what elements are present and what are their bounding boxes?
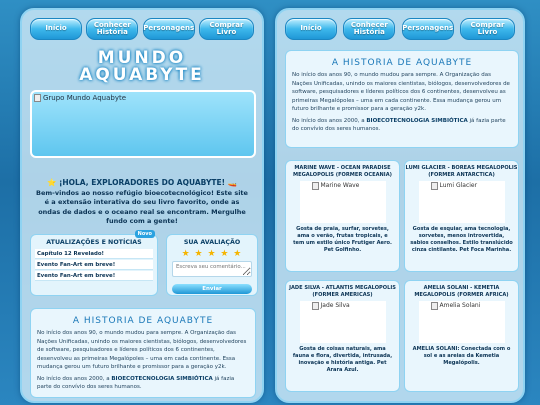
character-description: AMELIA SOLANI: Conectada com o sol e as areias da Kemetia Megalópolis. bbox=[412, 345, 511, 366]
story-title: A HISTORIA DE AQUABYTE bbox=[331, 58, 473, 68]
character-description: Gosta de praia, surfar, sorvetes, ama o verão, frutas tropicais, e tem um estilo único Frutiger Aero. Pet Golfinho. bbox=[293, 225, 392, 254]
character-image: Lumi Glacier bbox=[419, 181, 505, 223]
character-image: Marine Wave bbox=[300, 181, 386, 223]
character-name: AMELIA SOLANI - KEMETIA MEGALOPOLIS (FORMER AFRICA) bbox=[414, 285, 509, 298]
character-image: Amelia Solani bbox=[419, 301, 505, 343]
history-panel bbox=[275, 8, 525, 403]
character-card-lumi-glacier bbox=[404, 160, 519, 272]
news-list bbox=[35, 249, 153, 281]
news-box bbox=[30, 231, 158, 296]
character-name: LUMI GLACIER - BOREAS MEGALOPOLIS (FORMER ANTARCTICA) bbox=[405, 165, 518, 178]
nav-personagens-button[interactable]: Personagens bbox=[402, 18, 454, 40]
news-item[interactable]: Evento Fan-Art em breve! bbox=[35, 260, 153, 270]
character-description: Gosta de esquiar, ama tecnologia, sorvetes, menos introvertida, sabios conselhos. Estilo translúcido cinza cintilante. Pet Foca Marinha. bbox=[410, 225, 513, 254]
logo-line-1: MUNDO bbox=[97, 48, 187, 68]
broken-image-icon bbox=[312, 182, 319, 190]
broken-image-icon bbox=[312, 302, 319, 310]
nav-inicio-button[interactable]: Início bbox=[30, 18, 82, 40]
character-name: JADE SILVA - ATLANTIS MEGALOPOLIS (FORMER AMERICAS) bbox=[289, 285, 396, 298]
nav-conhecer-historia-button[interactable]: Conhecer História bbox=[86, 18, 138, 40]
story-paragraph-1: No início dos anos 90, o mundo mudou para sempre. A Organização das Nações Unificadas, unindo os maiores cientistas, biólogos, desenvolvedores de software, pesquisadores e líderes políticos dos 6 continentes, desenvolveu as primeiras Megalópoles – uma em cada continente. Essa mudança gerou um futuro brilhante e promissor para a geração y2k. bbox=[37, 330, 247, 371]
nav-comprar-livro-button[interactable]: Comprar Livro bbox=[199, 18, 254, 40]
main-nav bbox=[22, 18, 262, 40]
news-item[interactable]: Capítulo 12 Revelado! bbox=[35, 249, 153, 259]
nav-personagens-button[interactable]: Personagens bbox=[143, 18, 195, 40]
story-paragraph-2: No início dos anos 2000, a BIOECOTECNOLOGIA SIMBIÓTICA já fazia parte do convívio dos seres humanos. bbox=[37, 375, 235, 391]
broken-image-icon bbox=[34, 94, 41, 102]
character-card-marine-wave bbox=[285, 160, 400, 272]
news-item[interactable]: Evento Fan-Art em breve! bbox=[35, 271, 153, 281]
rating-box bbox=[166, 234, 258, 296]
comment-input[interactable] bbox=[172, 261, 252, 277]
character-card-amelia-solani bbox=[404, 280, 519, 392]
new-badge: Novo bbox=[135, 230, 155, 238]
rating-title: SUA AVALIAÇÃO bbox=[183, 239, 241, 246]
send-button[interactable]: Enviar bbox=[172, 284, 252, 294]
welcome-title: ⭐ ¡HOLA, EXPLORADORES DO AQUABYTE! 🚤 bbox=[47, 178, 237, 187]
welcome-text: Bem-vindos ao nosso refúgio bioecotecnológico! Este site é a extensão interativa do seu livro favorito, onde as ondas de dados e o oceano real se encontram. Mergulhe fundo com a gente! bbox=[36, 189, 248, 226]
broken-image-icon bbox=[431, 302, 438, 310]
character-image: Jade Silva bbox=[300, 301, 386, 343]
story-title: A HISTORIA DE AQUABYTE bbox=[72, 316, 214, 326]
story-paragraph-2: No início dos anos 2000, a BIOECOTECNOLOGIA SIMBIÓTICA já fazia parte do convívio dos seres humanos. bbox=[292, 117, 506, 133]
logo-line-2: AQUABYTE bbox=[79, 65, 205, 85]
group-banner-image bbox=[30, 90, 256, 158]
character-name: MARINE WAVE - OCEAN PARADISE MEGALOPOLIS (FORMER OCEANIA) bbox=[293, 165, 392, 178]
story-box bbox=[285, 50, 519, 148]
story-box bbox=[30, 308, 256, 398]
nav-conhecer-historia-button[interactable]: Conhecer História bbox=[343, 18, 395, 40]
site-logo bbox=[22, 50, 262, 84]
story-paragraph-1: No início dos anos 90, o mundo mudou para sempre. A Organização das Nações Unificadas, unindo os maiores cientistas, biólogos, desenvolvedores de software, pesquisadores e líderes políticos dos 6 continentes, desenvolveu as primeiras Megalópoles – uma em cada continente. Essa mudança gerou um futuro brilhante e promissor para a geração y2k. bbox=[292, 72, 510, 113]
star-rating[interactable]: ★ ★ ★ ★ ★ bbox=[181, 249, 243, 259]
home-panel bbox=[20, 8, 264, 403]
main-nav bbox=[277, 18, 523, 40]
character-description: Gosta de coisas naturais, ama fauna e flora, divertida, intrusada, inovação e história antiga. Pet Arara Azul. bbox=[292, 345, 393, 374]
nav-inicio-button[interactable]: Início bbox=[285, 18, 337, 40]
banner-alt-label: Grupo Mundo Aquabyte bbox=[43, 94, 127, 102]
character-card-jade-silva bbox=[285, 280, 400, 392]
broken-image-icon bbox=[431, 182, 438, 190]
banner-alt-text bbox=[34, 94, 126, 102]
news-title: ATUALIZAÇÕES E NOTÍCIAS bbox=[46, 239, 142, 246]
nav-comprar-livro-button[interactable]: Comprar Livro bbox=[460, 18, 515, 40]
